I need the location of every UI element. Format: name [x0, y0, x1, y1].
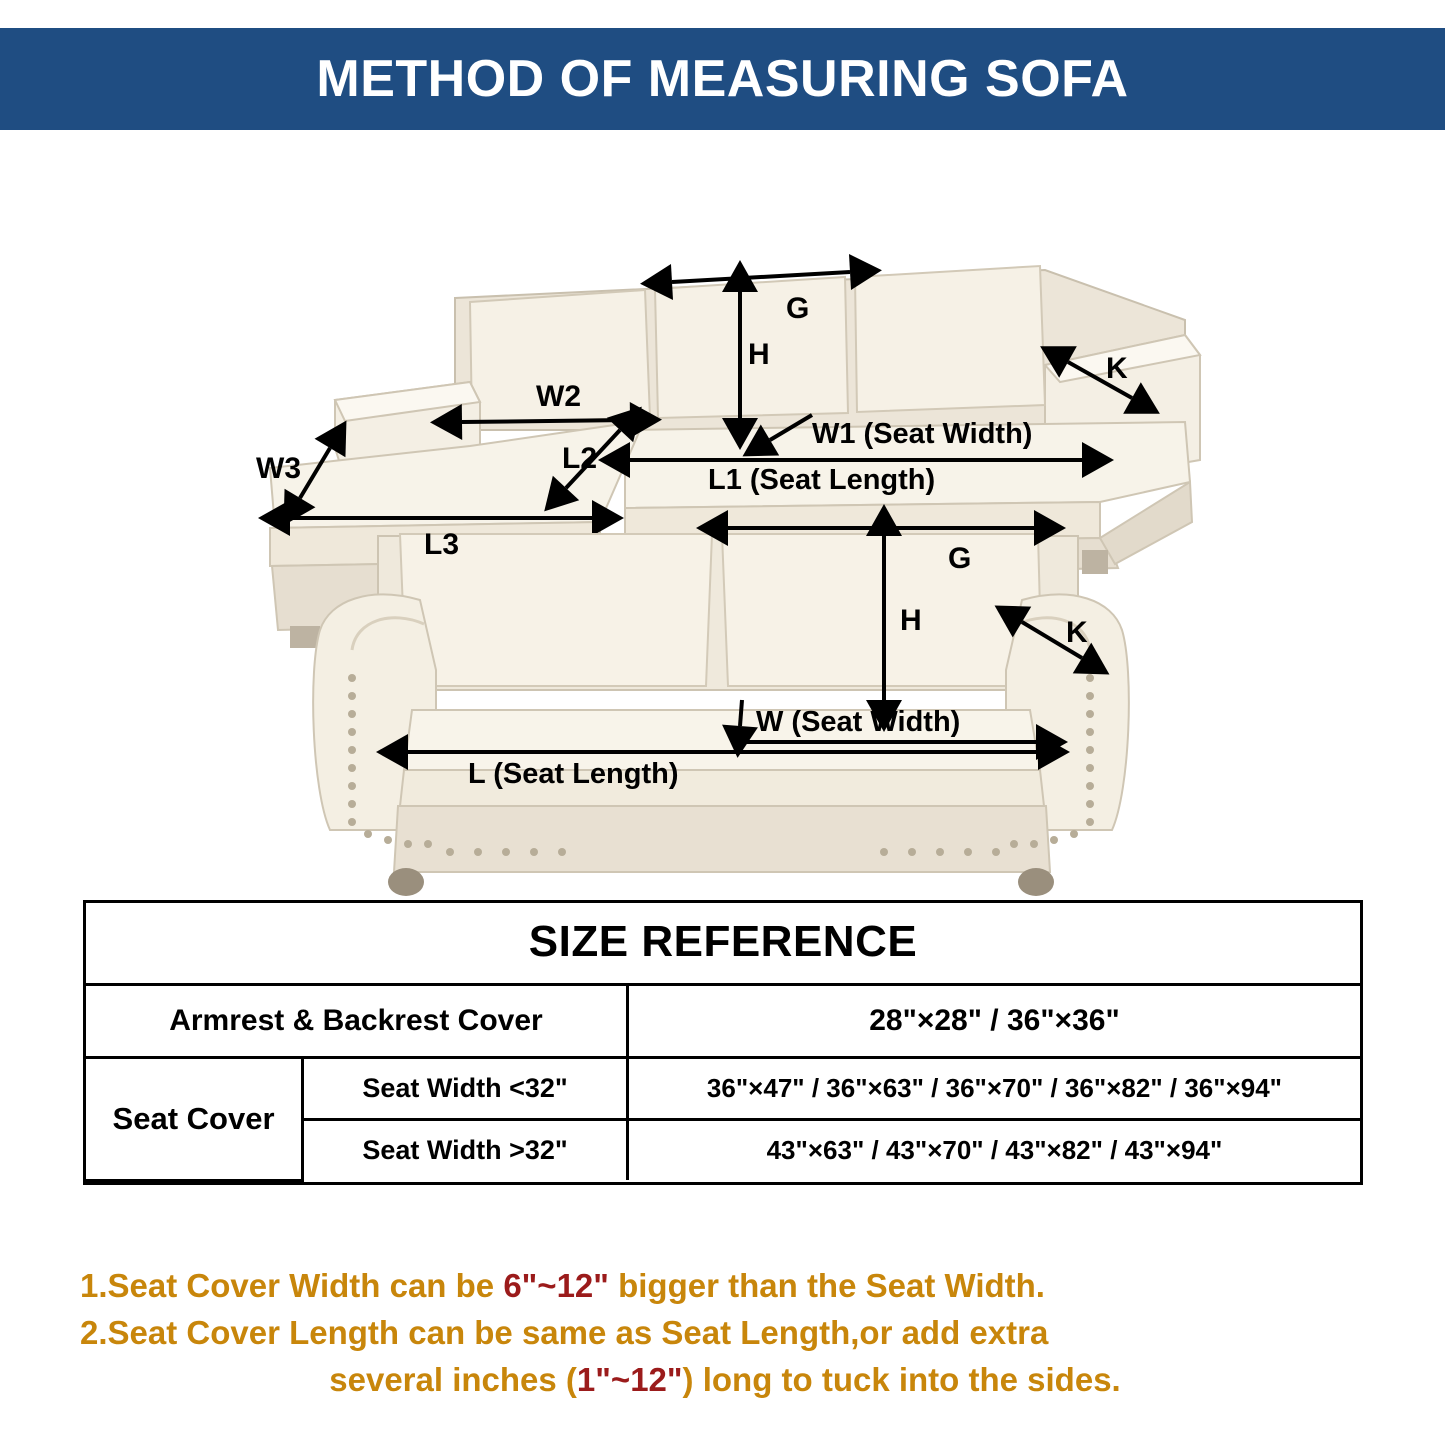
note3-highlight: 1"~12"	[576, 1361, 683, 1398]
note1-part-b: bigger than the Seat Width.	[608, 1267, 1045, 1304]
label-sectional-L3: L3	[424, 528, 460, 561]
armrest-backrest-label: Armrest & Backrest Cover	[86, 985, 627, 1058]
size-reference-table	[83, 900, 1363, 1185]
notes-section	[60, 1262, 1390, 1403]
label-sectional-W1: W1 (Seat Width)	[812, 418, 1033, 450]
note3-part-a: several inches (	[329, 1361, 577, 1398]
label-standard-K: K	[1066, 616, 1088, 649]
label-sectional-K: K	[1106, 352, 1128, 385]
label-standard-G: G	[948, 542, 972, 575]
seat-cover-label: Seat Cover	[86, 1058, 303, 1181]
note3-part-b: ) long to tuck into the sides.	[682, 1361, 1121, 1398]
label-sectional-W3: W3	[256, 452, 301, 485]
armrest-backrest-value: 28"×28" / 36"×36"	[627, 985, 1360, 1058]
seat-width-lt32-label: Seat Width <32"	[303, 1058, 628, 1120]
header-banner	[0, 28, 1445, 130]
note-line-3	[60, 1356, 1390, 1403]
seat-width-gt32-label: Seat Width >32"	[303, 1120, 628, 1181]
label-sectional-L2: L2	[562, 442, 598, 475]
note1-highlight: 6"~12"	[503, 1267, 609, 1304]
note-line-2	[60, 1309, 1390, 1356]
note-line-1	[60, 1262, 1390, 1309]
table-row-seatcover-lt32	[86, 1058, 1360, 1120]
seat-width-gt32-value: 43"×63" / 43"×70" / 43"×82" / 43"×94"	[627, 1120, 1360, 1181]
label-sectional-H: H	[748, 338, 770, 371]
note2-part-a: 2.Seat Cover Length can be same as Seat Length,or add extra	[80, 1314, 1049, 1351]
table-title: SIZE REFERENCE	[86, 903, 1360, 985]
table-row-armrest	[86, 985, 1360, 1058]
label-sectional-W2: W2	[536, 380, 581, 413]
note1-part-a: 1.Seat Cover Width can be	[80, 1267, 504, 1304]
label-sectional-L1: L1 (Seat Length)	[708, 464, 936, 496]
label-standard-L: L (Seat Length)	[468, 758, 679, 790]
table-row-title	[86, 903, 1360, 985]
diagram-svg	[0, 130, 1445, 900]
standard-sofa-illustration	[313, 528, 1129, 896]
sofa-diagrams	[0, 130, 1445, 900]
label-sectional-G: G	[786, 292, 810, 325]
label-standard-W: W (Seat Width)	[756, 706, 961, 738]
seat-width-lt32-value: 36"×47" / 36"×63" / 36"×70" / 36"×82" / 36"×94"	[627, 1058, 1360, 1120]
label-standard-H: H	[900, 604, 922, 637]
page-title: METHOD OF MEASURING SOFA	[316, 50, 1129, 108]
